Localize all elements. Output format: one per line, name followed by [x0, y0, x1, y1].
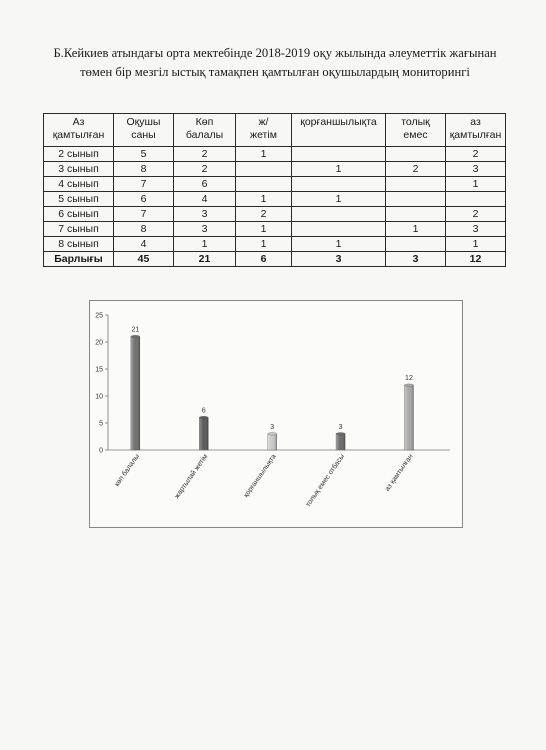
table-cell: 2 — [386, 162, 446, 177]
header-cell: аз қамтылған — [446, 114, 506, 147]
row-label: 8 сынып — [44, 237, 114, 252]
table-cell — [386, 177, 446, 192]
title-line-1: Б.Кейкиев атындағы орта мектебінде 2018-2019 оқу жылында әлеуметтік жағынан — [53, 46, 497, 60]
row-label: 4 сынып — [44, 177, 114, 192]
table-cell: 6 — [114, 192, 174, 207]
table-cell: 7 — [114, 207, 174, 222]
header-cell: Көп балалы — [174, 114, 236, 147]
data-label: 3 — [338, 423, 343, 431]
table-cell: 1 — [174, 237, 236, 252]
x-tick-label: жартылай жетім — [173, 453, 210, 500]
data-label: 21 — [131, 326, 140, 334]
table-cell — [386, 147, 446, 162]
bar-shade — [268, 434, 277, 450]
bar-shade — [336, 434, 345, 450]
table-cell — [386, 237, 446, 252]
table-row — [44, 177, 506, 192]
y-tick-label: 15 — [95, 366, 103, 374]
table-cell: 1 — [292, 192, 386, 207]
table-cell — [292, 147, 386, 162]
total-cell: 3 — [292, 252, 386, 267]
table-cell — [386, 192, 446, 207]
row-label: 5 сынып — [44, 192, 114, 207]
table-cell: 3 — [446, 222, 506, 237]
total-cell: 3 — [386, 252, 446, 267]
header-cell: Аз қамтылған — [44, 114, 114, 147]
table-cell: 1 — [446, 237, 506, 252]
table-cell: 3 — [446, 162, 506, 177]
table-header-row — [44, 114, 506, 147]
table-cell: 2 — [446, 147, 506, 162]
table-row — [44, 222, 506, 237]
table-cell: 1 — [386, 222, 446, 237]
table-cell — [236, 177, 292, 192]
table-cell: 1 — [236, 192, 292, 207]
total-cell: 6 — [236, 252, 292, 267]
table-cell — [292, 207, 386, 222]
table-cell — [236, 162, 292, 177]
table-cell: 8 — [114, 222, 174, 237]
monitoring-table — [43, 113, 506, 267]
x-tick-label: аз қамтылған — [383, 453, 415, 493]
y-tick-label: 20 — [95, 339, 103, 347]
data-label: 6 — [201, 407, 206, 415]
header-cell: толық емес — [386, 114, 446, 147]
table-cell — [292, 177, 386, 192]
total-cell: 21 — [174, 252, 236, 267]
x-tick-label: толық емес отбасы — [304, 453, 347, 509]
table-cell: 2 — [236, 207, 292, 222]
bar-top — [336, 433, 345, 436]
table-cell: 1 — [236, 222, 292, 237]
table-row — [44, 162, 506, 177]
table-total-row — [44, 252, 506, 267]
bar-top — [268, 433, 277, 436]
title-line-2: төмен бір мезгіл ыстық тамақпен қамтылған оқушылардың мониторингі — [80, 65, 470, 79]
table-cell: 4 — [174, 192, 236, 207]
total-label: Барлығы — [44, 252, 114, 267]
total-cell: 12 — [446, 252, 506, 267]
y-tick-label: 25 — [95, 312, 103, 320]
table-cell — [446, 192, 506, 207]
table-cell: 6 — [174, 177, 236, 192]
table-cell: 3 — [174, 207, 236, 222]
y-tick-label: 10 — [95, 393, 103, 401]
table-cell — [292, 222, 386, 237]
table-row — [44, 147, 506, 162]
table-cell: 1 — [236, 147, 292, 162]
table-cell: 5 — [114, 147, 174, 162]
row-label: 3 сынып — [44, 162, 114, 177]
bar-shade — [404, 385, 413, 450]
row-label: 2 сынып — [44, 147, 114, 162]
table-cell: 1 — [446, 177, 506, 192]
data-label: 3 — [270, 423, 275, 431]
bar-top — [131, 335, 140, 338]
y-tick-label: 0 — [99, 447, 103, 455]
table-cell: 1 — [236, 237, 292, 252]
table-cell: 1 — [292, 237, 386, 252]
bar-chart-svg — [90, 301, 462, 527]
table-cell: 2 — [174, 162, 236, 177]
table-cell: 2 — [174, 147, 236, 162]
y-tick-label: 5 — [99, 420, 103, 428]
bar-top — [404, 384, 413, 387]
bar-chart — [89, 300, 463, 528]
table-row — [44, 207, 506, 222]
table-cell: 2 — [446, 207, 506, 222]
table-cell: 7 — [114, 177, 174, 192]
bar-shade — [131, 337, 140, 450]
table-cell: 1 — [292, 162, 386, 177]
table-row — [44, 192, 506, 207]
table-cell: 8 — [114, 162, 174, 177]
table-row — [44, 237, 506, 252]
bar-top — [199, 416, 208, 419]
table-cell — [386, 207, 446, 222]
row-label: 6 сынып — [44, 207, 114, 222]
header-cell: Оқушы саны — [114, 114, 174, 147]
x-tick-label: қорғаншылықта — [242, 453, 278, 499]
header-cell: қорғаншылықта — [292, 114, 386, 147]
bar-shade — [199, 418, 208, 450]
table-cell: 3 — [174, 222, 236, 237]
row-label: 7 сынып — [44, 222, 114, 237]
data-label: 12 — [405, 375, 413, 383]
total-cell: 45 — [114, 252, 174, 267]
header-cell: ж/ жетім — [236, 114, 292, 147]
x-tick-label: көп балалы — [113, 453, 141, 488]
document-title — [40, 44, 510, 82]
table-cell: 4 — [114, 237, 174, 252]
